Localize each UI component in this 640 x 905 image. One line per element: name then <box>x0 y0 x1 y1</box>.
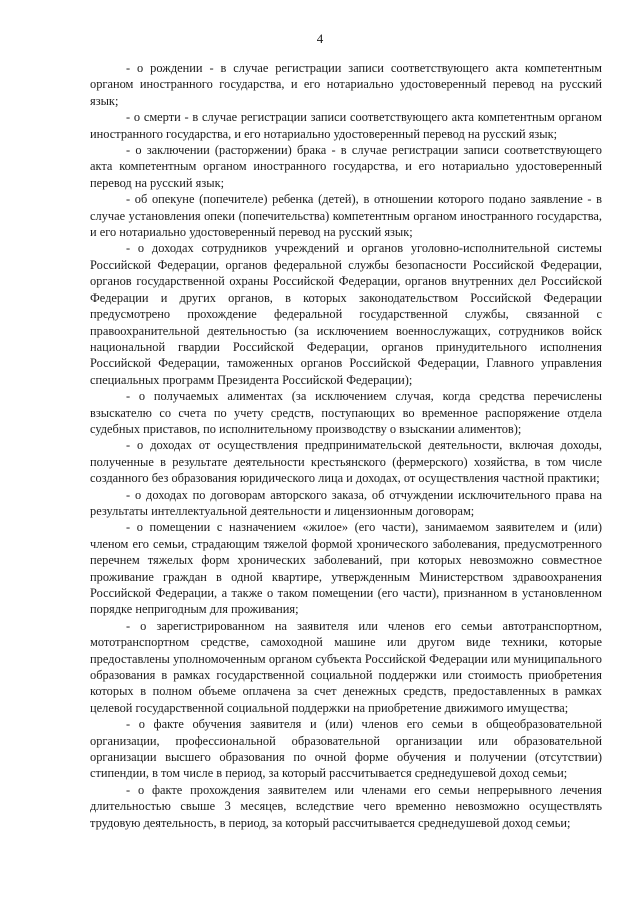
paragraph-dwelling: - о помещении с назначением «жилое» (его части), занимаемом заявителем и (или) членом его семьи, страдающим тяжелой формой хронического заболевания, предусмотренного перечнем тяжелых форм хронических заболеваний, при которых невозможно совместное проживание граждан в одной квартире, утвержденным Министерством здравоохранения Российской Федерации, а также о таком помещении (его части), признанном в установленном порядке непригодным для проживания; <box>90 520 602 617</box>
paragraph-copyright-income: - о доходах по договорам авторского заказа, об отчуждении исключительного права на результаты интеллектуальной деятельности и лицензионным договорам; <box>90 487 602 518</box>
paragraph-business-income: - о доходах от осуществления предпринимательской деятельности, включая доходы, полученные в результате деятельности крестьянского (фермерского) хозяйства, в том числе созданного без образования юридического лица и доходах, от осуществления частной практики; <box>90 438 602 486</box>
paragraph-vehicle: - о зарегистрированном на заявителя или членов его семьи автотранспортном, мототранспортном средстве, самоходной машине или другом виде техники, которые предоставлены уполномоченным органом субъекта Российской Федерации или муниципального образования в рамках государственной социальной поддержки или стоимость приобретения которых в полном объеме оплачена за счет денежных средств, предоставленных в рамках целевой государственной социальной поддержки на приобретение движимого имущества; <box>90 618 602 715</box>
paragraph-death: - о смерти - в случае регистрации записи соответствующего акта компетентным органом иностранного государства, и его нотариально удостоверенный перевод на русский язык; <box>90 110 602 141</box>
paragraph-birth: - о рождении - в случае регистрации записи соответствующего акта компетентным органом иностранного государства, и его нотариально удостоверенный перевод на русский язык; <box>90 61 602 108</box>
paragraph-treatment: - о факте прохождения заявителем или членами его семьи непрерывного лечения длительностью свыше 3 месяцев, вследствие чего временно невозможно осуществлять трудовую деятельность, в период, за который рассчитывается среднедушевой доход семьи; <box>90 782 602 830</box>
paragraph-officers-income: - о доходах сотрудников учреждений и органов уголовно-исполнительной системы Российской Федерации, органов федеральной службы безопасности Российской Федерации, органов государственной охраны Российской Федерации, органов внутренних дел Российской Федерации и других органов, в которых законодательством Российской Федерации предусмотрено прохождение федеральной государственной службы, связанной с правоохранительной деятельностью (за исключением военнослужащих, сотрудников войск национальной гвардии Российской Федерации, органов принудительного исполнения Российской Федерации, таможенных органов Российской Федерации, Главного управления специальных программ Президента Российской Федерации); <box>90 241 602 387</box>
paragraph-marriage: - о заключении (расторжении) брака - в случае регистрации записи соответствующего акта компетентным органом иностранного государства, и его нотариально удостоверенный перевод на русский язык; <box>90 143 602 190</box>
document-body <box>90 60 602 831</box>
page-number: 4 <box>316 31 324 46</box>
paragraph-alimony: - о получаемых алиментах (за исключением случая, когда средства перечислены взыскателю со счета по учету средств, поступающих во временное распоряжение отдела судебных приставов, по исполнительному производству о взыскании алиментов); <box>90 389 602 436</box>
paragraph-education: - о факте обучения заявителя и (или) членов его семьи в общеобразовательной организации, профессиональной образовательной организации или образовательной организации высшего образования по очной форме обучения и получении (отсутствии) стипендии, в том числе в период, за который рассчитывается среднедушевой доход семьи; <box>90 717 602 781</box>
paragraph-guardian: - об опекуне (попечителе) ребенка (детей), в отношении которого подано заявление - в случае установления опеки (попечительства) компетентным органом иностранного государства, и его нотариально удостоверенный перевод на русский язык; <box>90 192 602 240</box>
